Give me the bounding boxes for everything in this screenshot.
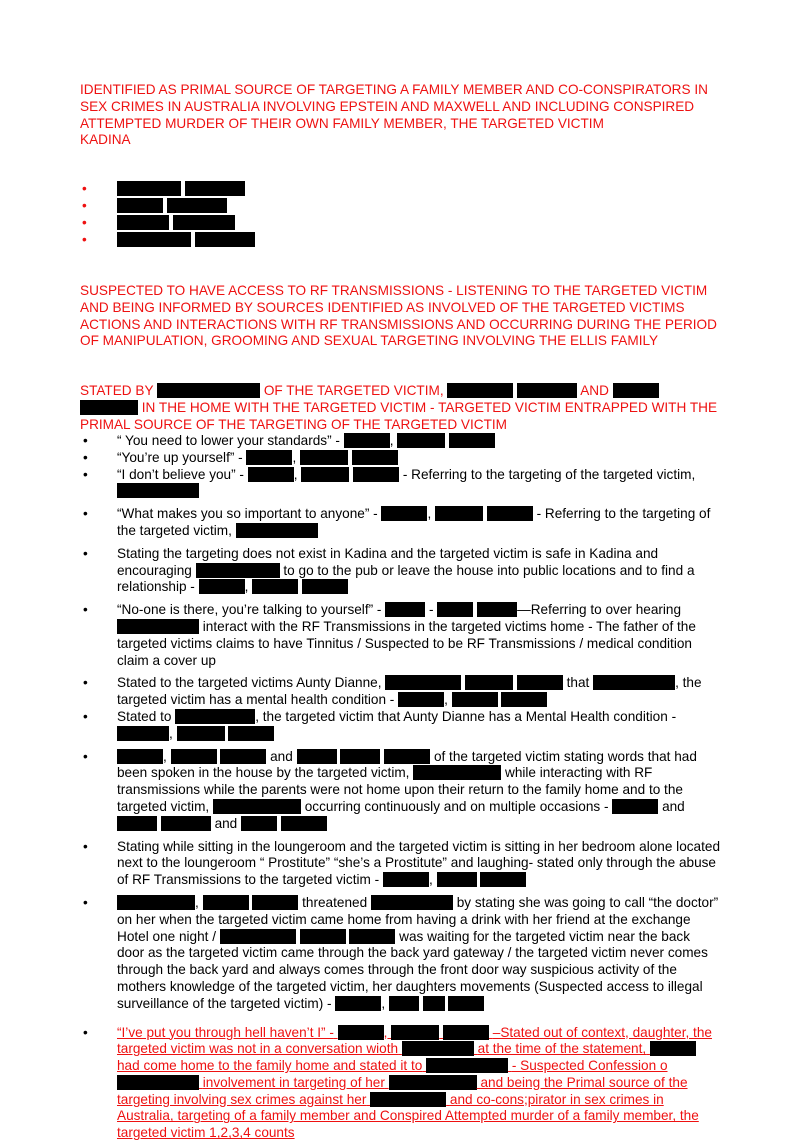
redaction (517, 675, 563, 690)
punct: , (381, 996, 385, 1011)
statement-text: Stating the targeting does not exist in Kadina and the targeted victim is safe in Kadina and encouraging (117, 546, 658, 578)
redaction (385, 602, 425, 617)
redaction (117, 181, 181, 196)
statement-text: “I don’t believe you” - (117, 467, 244, 482)
bullet: • (83, 546, 88, 563)
statement-text: of the targeted victim stating words that had been spoken in the house by the targeted victim, (117, 749, 697, 781)
redaction (203, 895, 249, 910)
statement-item (80, 839, 720, 889)
statement-item (80, 895, 720, 1013)
punct: , (390, 433, 394, 448)
statement-text: and co-cons;pirator in sex crimes in Australia, targeting of a family member and Conspired Attempted murder of a family member, the targeted victim 1,2,3,4 counts (117, 1092, 699, 1141)
statement-text: , the targeted victim that Aunty Dianne has a Mental Health condition - (255, 709, 676, 724)
statement-text: - Suspected Confession o (512, 1058, 668, 1073)
bullet: • (83, 709, 88, 726)
bullet: • (83, 839, 88, 856)
redaction (302, 579, 348, 594)
redaction (437, 602, 473, 617)
redaction (241, 816, 277, 831)
redaction (117, 232, 191, 247)
heading-text: AND (580, 383, 609, 398)
redaction (281, 816, 327, 831)
bullet: • (82, 181, 87, 198)
punct: and (215, 816, 238, 831)
redaction (117, 483, 199, 498)
statement-text: was waiting for the targeted victim near the back door as the targeted victim came through the back yard gateway / the targeted victim never comes through the back yard and always comes through the front door way suspicious activity of the mothers knowledge of the targeted victim, her daughters movements (Suspected access to illegal surveillance of the targeted victim) - (117, 929, 708, 1011)
statement-text: - Referring to the targeting of the targeted victim, (403, 467, 695, 482)
redaction (383, 872, 429, 887)
redaction (501, 692, 547, 707)
heading-text: OF THE TARGETED VICTIM, (264, 383, 444, 398)
punct: , (169, 726, 173, 741)
redaction (353, 467, 399, 482)
redaction (246, 450, 292, 465)
redaction (349, 929, 395, 944)
redaction (371, 895, 453, 910)
redacted-name-list (80, 181, 255, 249)
heading-text: IN THE HOME WITH THE TARGETED VICTIM - TARGETED VICTIM ENTRAPPED WITH THE PRIMAL SOURCE OF THE TARGETING OF THE TARGETED VICTIM (80, 400, 717, 432)
redaction (301, 467, 349, 482)
statement-text: - Referring to the targeting of the targeted victim, (117, 506, 710, 538)
redaction (443, 1025, 489, 1040)
redaction (300, 450, 348, 465)
punct: , (163, 749, 167, 764)
statement-item (80, 602, 720, 669)
bullet: • (83, 675, 88, 692)
redaction (117, 619, 199, 634)
statement-text: had come home to the family home and stated it to (117, 1058, 422, 1073)
statement-text: that (567, 675, 590, 690)
bullet: • (82, 198, 87, 215)
redaction (117, 816, 157, 831)
redaction (117, 895, 195, 910)
bullet: • (83, 895, 88, 912)
redaction (117, 198, 163, 213)
punct: and (662, 799, 685, 814)
redaction (185, 181, 245, 196)
redaction (389, 996, 419, 1011)
redaction (117, 215, 169, 230)
statement-item (80, 450, 720, 467)
redaction (161, 816, 211, 831)
heading-rf-transmissions: SUSPECTED TO HAVE ACCESS TO RF TRANSMISSIONS - LISTENING TO THE TARGETED VICTIM AND BEING INFORMED BY SOURCES IDENTIFIED AS INVOLVED OF THE TARGETED VICTIMS ACTIONS AND INTERACTIONS WITH RF TRANSMISSIONS AND OCCURRING DURING THE PERIOD OF MANIPULATION, GROOMING AND SEXUAL TARGETING INVOLVING THE ELLIS FAMILY (80, 283, 720, 350)
punct: , (292, 450, 296, 465)
redaction (228, 726, 274, 741)
list-item (80, 215, 255, 232)
redaction (196, 563, 280, 578)
redaction (199, 579, 245, 594)
statement-text: occurring continuously and on multiple occasions - (305, 799, 609, 814)
redaction (352, 450, 398, 465)
heading-primal-source (80, 82, 720, 149)
statement-text: the targeted victim has a mental health condition - (117, 675, 702, 707)
heading-stated-by (80, 383, 720, 433)
statement-item (80, 467, 720, 501)
punct: , (429, 872, 433, 887)
statement-text: Stated to the targeted victims Aunty Dianne, (117, 675, 381, 690)
redaction (487, 506, 533, 521)
redaction (344, 433, 390, 448)
redaction (117, 726, 169, 741)
redaction (437, 872, 477, 887)
redaction (452, 692, 498, 707)
redaction (157, 383, 260, 398)
bullet: • (83, 433, 88, 450)
statement-text: –Stated out of context, daughter, the targeted victim was not in a conversation wioth (117, 1025, 712, 1057)
redaction (177, 726, 225, 741)
redaction (650, 1041, 696, 1056)
redaction (465, 675, 513, 690)
statement-item (80, 749, 720, 833)
statement-text: to go to the pub or leave the house into public locations and to find a relationship - (117, 563, 695, 595)
bullet: • (83, 467, 88, 484)
redaction (175, 709, 255, 724)
statement-item (80, 675, 720, 709)
redaction (593, 675, 675, 690)
redaction (117, 1075, 199, 1090)
redaction (613, 383, 659, 398)
punct: , (675, 675, 679, 690)
statement-text: while interacting with RF transmissions while the parents were not home upon their return to the family home and to the targeted victim, (117, 765, 683, 814)
bullet: • (82, 215, 87, 232)
statement-text: involvement in targeting of her (203, 1075, 385, 1090)
redaction (370, 1092, 446, 1107)
redaction (477, 602, 517, 617)
statement-text: at the time of the statement, (478, 1041, 647, 1056)
redaction (448, 996, 484, 1011)
redaction (397, 433, 445, 448)
punct: , (245, 579, 249, 594)
redaction (340, 749, 380, 764)
redaction (389, 1075, 477, 1090)
bullet: • (83, 506, 88, 523)
redaction (252, 895, 298, 910)
bullet: • (83, 1025, 88, 1042)
redaction (612, 799, 658, 814)
redaction (236, 523, 318, 538)
redaction (173, 215, 235, 230)
list-item (80, 181, 255, 198)
statement-item (80, 506, 720, 540)
redaction (80, 400, 138, 415)
redaction (517, 383, 577, 398)
punct: , (444, 692, 448, 707)
statement-text: —Referring to over hearing (517, 602, 681, 617)
redaction (167, 198, 227, 213)
redaction (338, 1025, 384, 1040)
redaction (447, 383, 513, 398)
redaction (402, 1041, 474, 1056)
redaction (171, 749, 217, 764)
redaction (423, 996, 445, 1011)
redaction (449, 433, 495, 448)
punct: , (294, 467, 298, 482)
redaction (117, 749, 163, 764)
punct: - (429, 602, 434, 617)
redaction (384, 749, 430, 764)
statement-text: “What makes you so important to anyone” - (117, 506, 378, 521)
redaction (300, 929, 346, 944)
redaction (413, 765, 501, 780)
bullet: • (83, 602, 88, 619)
statement-list (80, 433, 720, 1142)
heading-text: STATED BY (80, 383, 153, 398)
statement-text: “You’re up yourself” - (117, 450, 243, 465)
list-item (80, 232, 255, 249)
list-item (80, 198, 255, 215)
redaction (335, 996, 381, 1011)
statement-text: Stated to (117, 709, 171, 724)
redaction (213, 799, 301, 814)
statement-text: interact with the RF Transmissions in the targeted victims home - The father of the targeted victims claims to have Tinnitus / Suspected to be RF Transmissions / medical condition claim a cover up (117, 619, 696, 668)
redaction (381, 506, 427, 521)
heading-title: IDENTIFIED AS PRIMAL SOURCE OF TARGETING A FAMILY MEMBER AND CO-CONSPIRATORS IN SEX CRIMES IN AUSTRALIA INVOLVING EPSTEIN AND MAXWELL AND INCLUDING CONSPIRED ATTEMPTED MURDER OF THEIR OWN FAMILY MEMBER, THE TARGETED VICTIM (80, 82, 720, 132)
redaction (220, 749, 266, 764)
redaction (426, 1058, 508, 1073)
statement-text: “I’ve put you through hell haven’t I” - (117, 1025, 334, 1040)
redaction (391, 1025, 439, 1040)
heading-location: KADINA (80, 132, 720, 149)
redaction (435, 506, 483, 521)
statement-text: Stating while sitting in the loungeroom and the targeted victim is sitting in her bedroom alone located next to the loungeroom “ Prostitute” “she’s a Prostitute” and laughing- stated only through the abuse of RF Transmissions to the targeted victim - (117, 839, 720, 888)
statement-text: “No-one is there, you’re talking to yourself” - (117, 602, 381, 617)
statement-text: threatened (302, 895, 367, 910)
redaction (195, 232, 255, 247)
statement-text: by stating she was going to call “the doctor” on her when the targeted victim came home from having a drink with her friend at the exchange Hotel one night / (117, 895, 718, 944)
statement-text: and (270, 749, 293, 764)
redaction (297, 749, 337, 764)
redaction (398, 692, 444, 707)
redaction (220, 929, 296, 944)
bullet: • (83, 450, 88, 467)
redaction (248, 467, 294, 482)
statement-item (80, 709, 720, 743)
statement-item (80, 546, 720, 596)
redaction (252, 579, 298, 594)
punct: , (195, 895, 199, 910)
bullet: • (83, 749, 88, 766)
punct: , (384, 1025, 388, 1040)
redaction (385, 675, 461, 690)
statement-text: “ You need to lower your standards” - (117, 433, 340, 448)
statement-item (80, 433, 720, 450)
statement-text: and being the Primal source of the targeting involving sex crimes against her (117, 1075, 688, 1107)
bullet: • (82, 232, 87, 249)
redaction (480, 872, 526, 887)
statement-item (80, 1025, 720, 1142)
punct: , (427, 506, 431, 521)
